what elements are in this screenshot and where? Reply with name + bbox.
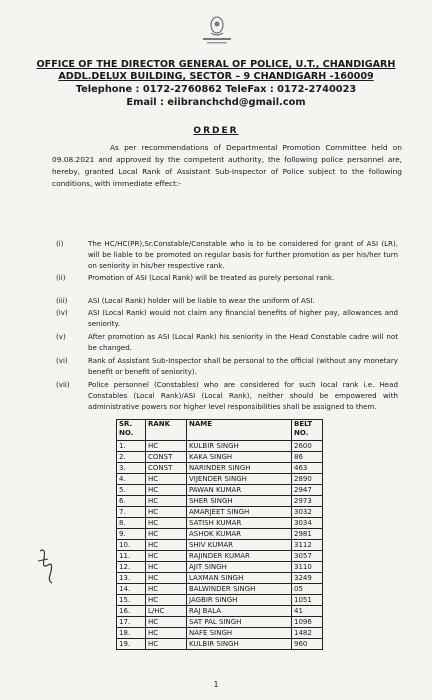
- cell-belt-no: 2973: [292, 496, 323, 507]
- table-row: [117, 540, 323, 551]
- cell-belt-no: 3034: [292, 518, 323, 529]
- condition-item: [56, 238, 398, 271]
- cell-rank: HC: [146, 562, 187, 573]
- cell-name: SHIV KUMAR: [187, 540, 292, 551]
- condition-text: ASI (Local Rank) holder will be liable to wear the uniform of ASI.: [88, 296, 315, 305]
- cell-name: NAFE SINGH: [187, 628, 292, 639]
- cell-rank: HC: [146, 617, 187, 628]
- cell-rank: L/HC: [146, 606, 187, 617]
- cell-sr-no: 9.: [117, 529, 146, 540]
- cell-belt-no: 3032: [292, 507, 323, 518]
- cell-name: RAJ BALA: [187, 606, 292, 617]
- cell-rank: HC: [146, 595, 187, 606]
- cell-belt-no: 463: [292, 463, 323, 474]
- cell-rank: HC: [146, 573, 187, 584]
- table-row: [117, 639, 323, 650]
- cell-name: JAGBIR SINGH: [187, 595, 292, 606]
- cell-sr-no: 11.: [117, 551, 146, 562]
- cell-name: AJIT SINGH: [187, 562, 292, 573]
- cell-belt-no: 3249: [292, 573, 323, 584]
- condition-item: [56, 307, 398, 329]
- cell-sr-no: 4.: [117, 474, 146, 485]
- table-row: [117, 496, 323, 507]
- cell-name: AMARJEET SINGH: [187, 507, 292, 518]
- cell-rank: HC: [146, 551, 187, 562]
- table-row: [117, 617, 323, 628]
- header-name: NAME: [187, 420, 292, 441]
- cell-name: RAJINDER KUMAR: [187, 551, 292, 562]
- table-row: [117, 584, 323, 595]
- cell-belt-no: 2600: [292, 441, 323, 452]
- table-row: [117, 518, 323, 529]
- cell-sr-no: 19.: [117, 639, 146, 650]
- cell-belt-no: 3057: [292, 551, 323, 562]
- cell-rank: CONST: [146, 463, 187, 474]
- cell-sr-no: 16.: [117, 606, 146, 617]
- table-row: [117, 474, 323, 485]
- cell-rank: HC: [146, 441, 187, 452]
- cell-sr-no: 13.: [117, 573, 146, 584]
- cell-name: SAT PAL SINGH: [187, 617, 292, 628]
- condition-item: [56, 355, 398, 377]
- cell-rank: HC: [146, 639, 187, 650]
- condition-item: [56, 379, 398, 412]
- cell-name: VIJENDER SINGH: [187, 474, 292, 485]
- condition-item: [56, 331, 398, 353]
- cell-sr-no: 8.: [117, 518, 146, 529]
- cell-sr-no: 6.: [117, 496, 146, 507]
- order-heading: ORDER: [193, 126, 239, 136]
- table-row: [117, 463, 323, 474]
- cell-rank: HC: [146, 485, 187, 496]
- cell-name: BALWINDER SINGH: [187, 584, 292, 595]
- cell-sr-no: 7.: [117, 507, 146, 518]
- cell-belt-no: 1482: [292, 628, 323, 639]
- condition-number: (v): [56, 332, 66, 341]
- cell-rank: HC: [146, 518, 187, 529]
- cell-name: ASHOK KUMAR: [187, 529, 292, 540]
- condition-item: [56, 272, 398, 283]
- cell-sr-no: 18.: [117, 628, 146, 639]
- table-row: [117, 441, 323, 452]
- office-telephone: Telephone : 0172-2760862 TeleFax : 0172-2740023: [75, 84, 357, 95]
- cell-belt-no: 2890: [292, 474, 323, 485]
- condition-number: (iii): [56, 296, 68, 305]
- cell-belt-no: 1051: [292, 595, 323, 606]
- cell-sr-no: 5.: [117, 485, 146, 496]
- condition-text: Police personnel (Constables) who are considered for such local rank i.e. Head Constables (Local Rank)/ASI (Local Rank), neither should be empowered with administrative powers nor higher level responsibilities shall be assigned to them.: [88, 380, 398, 411]
- table-row: [117, 606, 323, 617]
- intro-paragraph: As per recommendations of Departmental Promotion Committee held on 09.08.2021 and approved by the competent authority, the following police personnel are, hereby, granted Local Rank of Assistant Sub-Inspector of Police subject to the following conditions, with immediate effect:-: [52, 143, 402, 188]
- cell-sr-no: 17.: [117, 617, 146, 628]
- header-sr-no: SR. NO.: [117, 420, 146, 441]
- page-number: 1: [213, 680, 219, 689]
- cell-name: KULBIR SINGH: [187, 441, 292, 452]
- table-row: [117, 507, 323, 518]
- cell-sr-no: 1.: [117, 441, 146, 452]
- cell-rank: HC: [146, 507, 187, 518]
- table-row: [117, 551, 323, 562]
- cell-belt-no: 960: [292, 639, 323, 650]
- cell-belt-no: 2947: [292, 485, 323, 496]
- cell-belt-no: 3110: [292, 562, 323, 573]
- cell-name: PAWAN KUMAR: [187, 485, 292, 496]
- cell-sr-no: 15.: [117, 595, 146, 606]
- cell-name: SHER SINGH: [187, 496, 292, 507]
- cell-rank: HC: [146, 496, 187, 507]
- cell-belt-no: 86: [292, 452, 323, 463]
- cell-belt-no: 41: [292, 606, 323, 617]
- cell-sr-no: 3.: [117, 463, 146, 474]
- cell-name: SATISH KUMAR: [187, 518, 292, 529]
- cell-belt-no: 2981: [292, 529, 323, 540]
- cell-rank: HC: [146, 584, 187, 595]
- table-row: [117, 628, 323, 639]
- police-emblem-logo: [197, 14, 237, 48]
- table-row: [117, 562, 323, 573]
- table-row: [117, 485, 323, 496]
- cell-name: KAKA SINGH: [187, 452, 292, 463]
- cell-name: NARINDER SINGH: [187, 463, 292, 474]
- condition-text: ASI (Local Rank) would not claim any financial benefits of higher pay, allowances and seniority.: [88, 308, 398, 328]
- cell-sr-no: 12.: [117, 562, 146, 573]
- cell-belt-no: 3112: [292, 540, 323, 551]
- office-email: Email : eiibranchchd@gmail.com: [126, 97, 306, 108]
- cell-rank: HC: [146, 529, 187, 540]
- personnel-table: [116, 419, 323, 650]
- table-row: [117, 573, 323, 584]
- header-rank: RANK: [146, 420, 187, 441]
- condition-item: [56, 295, 398, 306]
- cell-sr-no: 10.: [117, 540, 146, 551]
- cell-name: LAXMAN SINGH: [187, 573, 292, 584]
- condition-number: (vii): [56, 380, 70, 389]
- cell-rank: HC: [146, 628, 187, 639]
- cell-sr-no: 2.: [117, 452, 146, 463]
- office-title: OFFICE OF THE DIRECTOR GENERAL OF POLICE, U.T., CHANDIGARH: [36, 59, 396, 70]
- signature-mark: [36, 545, 58, 585]
- table-header-row: [117, 420, 323, 441]
- cell-name: KULBIR SINGH: [187, 639, 292, 650]
- condition-text: Rank of Assistant Sub-Inspector shall be personal to the official (without any monetary benefit or benefit of seniority).: [88, 356, 398, 376]
- condition-text: After promotion as ASI (Local Rank) his seniority in the Head Constable cadre will not be changed.: [88, 332, 398, 352]
- cell-rank: HC: [146, 474, 187, 485]
- cell-belt-no: 05: [292, 584, 323, 595]
- cell-belt-no: 1096: [292, 617, 323, 628]
- condition-text: Promotion of ASI (Local Rank) will be treated as purely personal rank.: [88, 273, 335, 282]
- order-intro: [52, 142, 402, 190]
- condition-number: (i): [56, 239, 64, 248]
- cell-rank: HC: [146, 540, 187, 551]
- condition-number: (iv): [56, 308, 68, 317]
- table-row: [117, 595, 323, 606]
- cell-rank: CONST: [146, 452, 187, 463]
- condition-number: (ii): [56, 273, 66, 282]
- table-row: [117, 452, 323, 463]
- condition-text: The HC/HC(PR),Sr.Constable/Constable who is to be considered for grant of ASI (LR), will be liable to be promoted on regular basis for further promotion as per his/her turn on seniority in his/her respective rank.: [88, 239, 398, 270]
- condition-number: (vi): [56, 356, 68, 365]
- table-row: [117, 529, 323, 540]
- office-address: ADDL.DELUX BUILDING, SECTOR – 9 CHANDIGARH -160009: [58, 71, 374, 82]
- header-belt-no: BELT NO.: [292, 420, 323, 441]
- cell-sr-no: 14.: [117, 584, 146, 595]
